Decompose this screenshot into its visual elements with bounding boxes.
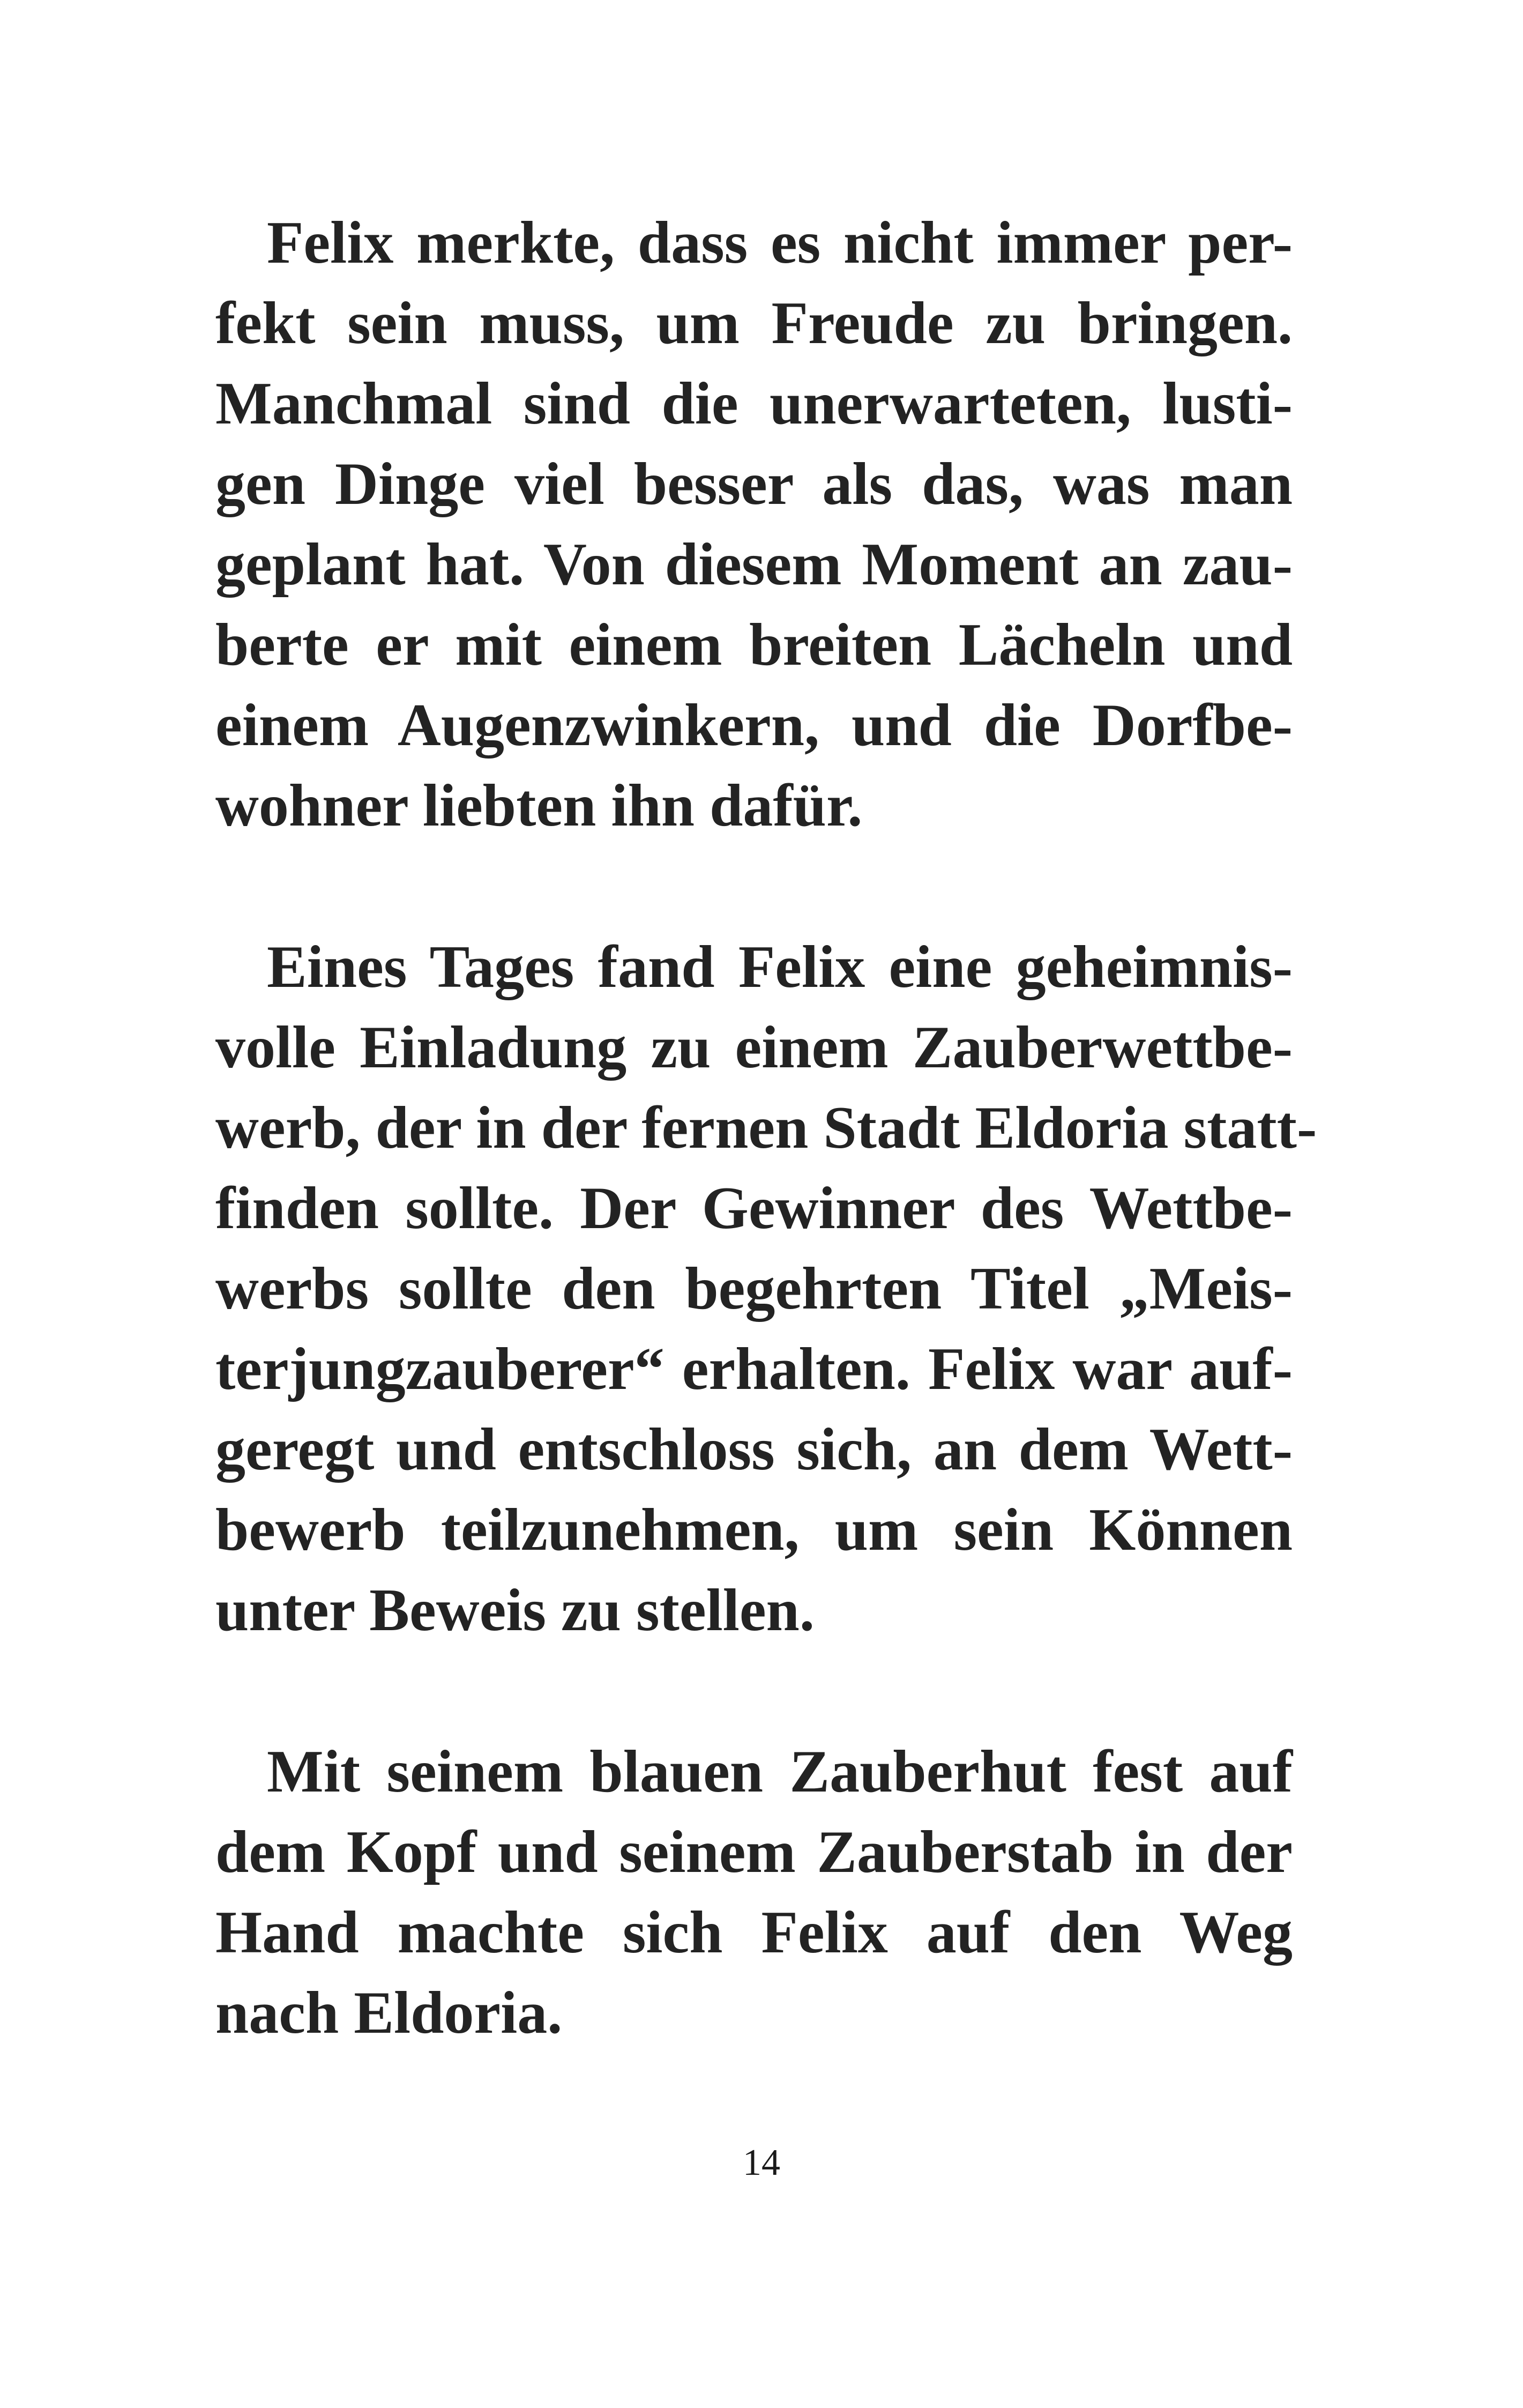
text-line: geplant hat. Von diesem Moment an zau- — [215, 531, 1293, 598]
text-line: Eines Tages fand Felix eine geheimnis- — [267, 934, 1293, 1000]
text-line: einem Augenzwinkern, und die Dorfbe- — [215, 692, 1293, 759]
text-line: dem Kopf und seinem Zauberstab in der — [215, 1819, 1293, 1885]
text-line: Mit seinem blauen Zauberhut fest auf — [267, 1738, 1293, 1805]
text-line: volle Einladung zu einem Zauberwettbe- — [215, 1014, 1293, 1081]
page-number: 14 — [743, 2142, 780, 2183]
text-line: wohner liebten ihn dafür. — [215, 772, 863, 839]
text-line: Felix merkte, dass es nicht immer per- — [267, 210, 1293, 276]
text-line: bewerb teilzunehmen, um sein Können — [215, 1497, 1293, 1563]
text-line: werbs sollte den begehrten Titel „Meis- — [215, 1255, 1293, 1322]
text-line: Hand machte sich Felix auf den Weg — [215, 1899, 1293, 1966]
text-line: fekt sein muss, um Freude zu bringen. — [215, 290, 1293, 356]
text-line: geregt und entschloss sich, an dem Wett- — [215, 1416, 1293, 1483]
text-line: werb, der in der fernen Stadt Eldoria statt- — [215, 1095, 1317, 1161]
text-line: terjungzauberer“ erhalten. Felix war auf- — [215, 1336, 1293, 1402]
text-line: berte er mit einem breiten Lächeln und — [215, 612, 1293, 678]
text-line: finden sollte. Der Gewinner des Wettbe- — [215, 1175, 1293, 1242]
text-line: unter Beweis zu stellen. — [215, 1577, 815, 1644]
text-line: Manchmal sind die unerwarteten, lusti- — [215, 370, 1293, 437]
text-line: gen Dinge viel besser als das, was man — [215, 451, 1293, 517]
text-line: nach Eldoria. — [215, 1980, 563, 2046]
